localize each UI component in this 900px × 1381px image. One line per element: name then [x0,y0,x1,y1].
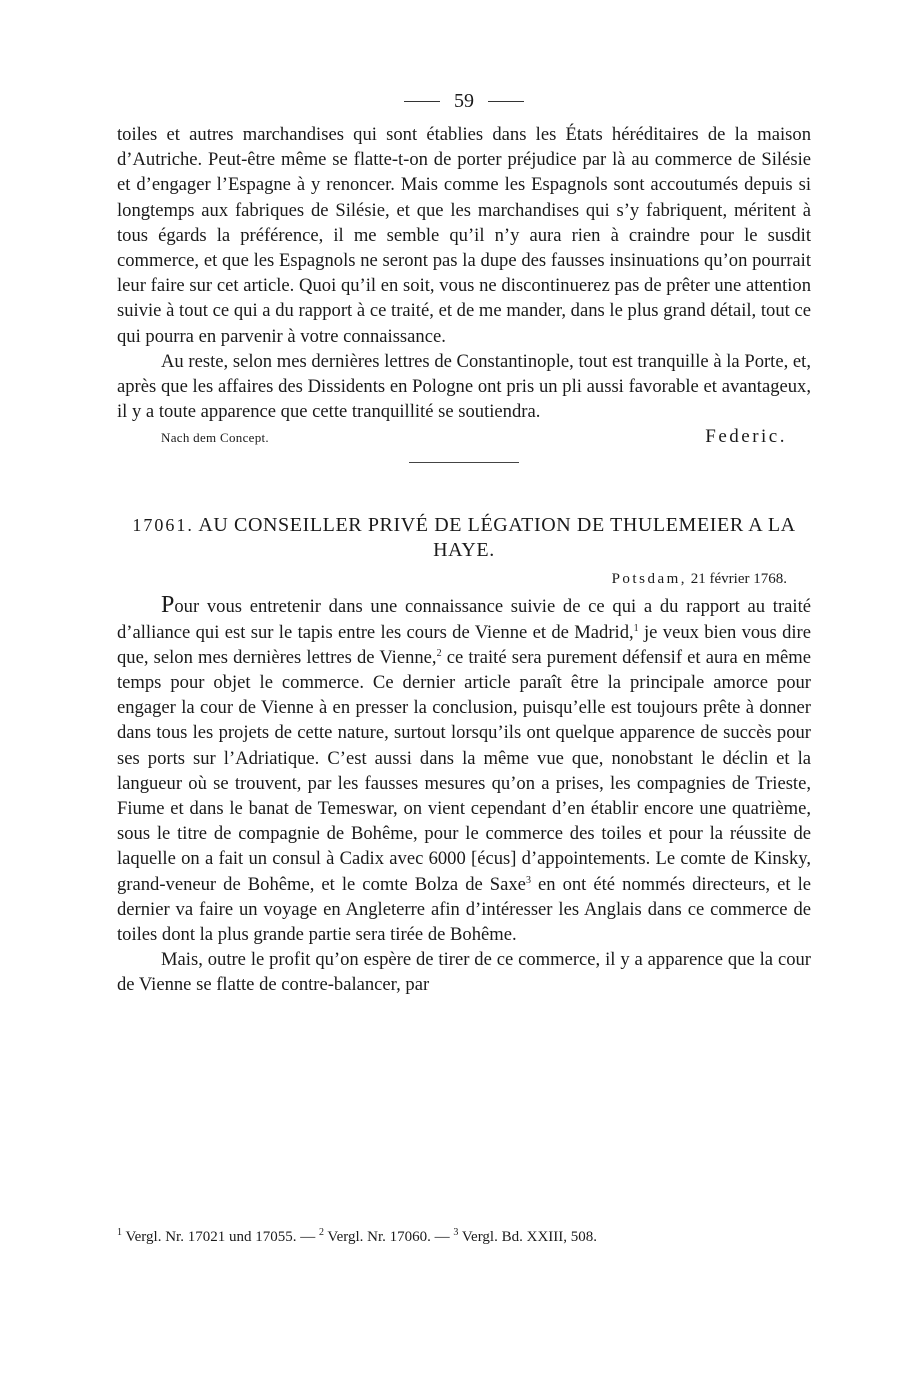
footnotes [117,1227,811,1248]
letter-place: Potsdam, [611,571,688,588]
footnote-marker-1: 1 [117,1227,122,1238]
footnote-text-2: Vergl. Nr. 17060. — [323,1229,454,1245]
page-number: 59 [454,89,474,112]
paragraph-constantinople: Au reste, selon mes dernières lettres de Constantinople, tout est tranquille à la Porte, et, après que les affaires des Dissidents en Pologne ont pris un pli aussi favorable et avantageux, il y a toute apparence que cette tranquillité se soutiendra. [117,350,811,423]
header-dash-right [488,101,524,102]
letter-dateline [117,567,787,591]
letter-number: 17061. [132,515,194,536]
letter-paragraph-1 [117,593,811,947]
paragraph-continued: toiles et autres marchandises qui sont établies dans les États héréditaires de la maison d’Autriche. Peut-être même se flatte-t-on de porter préjudice par là au commerce de Silésie et d’engager l’Espagne à y renoncer. Mais comme les Espagnols sont accoutumés depuis si longtemps aux fabriques de Silésie, et que les marchandises qui s’y fabriquent, méritent à tous égards la préférence, il me semble qu’il n’y aura rien à craindre pour le susdit commerce, et que les Espagnols ne seront pas la dupe des fausses insinuations qu’on pourrait leur faire sur cet article. Quoi qu’il en soit, vous ne discontinuerez pas de prêter une attention suivie à tout ce qui a du rapport à ce traité, et de me mander, dans le plus grand détail, tout ce qui pourra en parvenir à votre connaissance. [117,124,811,347]
footnote-marker-2: 2 [318,1227,324,1238]
signature-row [117,426,811,456]
footnote-ref-2: 2 [436,647,442,659]
footnote-ref-3: 3 [525,874,531,886]
drop-initial: P [161,592,175,619]
footnote-ref-1: 1 [633,622,639,634]
signature: Federic. [705,426,787,448]
page-header [117,86,811,116]
letter-heading [117,513,811,563]
footnote-text-1: Vergl. Nr. 17021 und 17055. — [122,1229,319,1245]
footnote-marker-3: 3 [453,1227,459,1238]
document-page [117,86,811,998]
letter-text-a: our vous entretenir dans une connaissance suivie de ce qui a du rapport au traité d’alliance qui est sur le tapis entre les cours de Vienne et de Madrid, [117,596,811,643]
letter-paragraph-2: Mais, outre le profit qu’on espère de tirer de ce commerce, il y a apparence que la cour de Vienne se flatte de contre-balancer, par [117,949,811,996]
letter-text-d: en ont été nommés directeurs, et le dernier va faire un voyage en Angleterre afin d’intéresser les Anglais dans ce commerce de toiles dont la plus grande partie sera tirée de Bohême. [117,873,811,946]
letter-text-c: ce traité sera purement défensif et aura en même temps pour objet le commerce. Ce dernier article paraît être la principale amorce pour engager la cour de Vienne à en presser la conclusion, puisqu’elle est toujours prête à donner dans tous les projets de cette nature, surtout lorsqu’ils ont quelque apparence de succès pour ses ports sur l’Adriatique. C’est aussi dans la même vue que, nonobstant le déclin et la langueur où se trouvent, par les fausses mesures qu’on a prises, les compagnies de Trieste, Fiume et dans le banat de Temeswar, on vient cependant d’en établir encore une quatrième, sous le titre de compagnie de Bohême, pour le commerce des toiles et pour la réussite de laquelle on a fait un consul à Cadix avec 6000 [écus] d’appointements. Le comte de Kinsky, grand-veneur de Bohême, et le comte Bolza de Saxe [117,646,812,895]
section-divider [409,462,519,463]
footnote-text-3: Vergl. Bd. XXIII, 508. [458,1229,598,1245]
header-dash-left [404,101,440,102]
source-note: Nach dem Concept. [161,430,269,446]
letter-date: 21 février 1768. [690,571,787,588]
letter-title: AU CONSEILLER PRIVÉ DE LÉGATION DE THULEMEIER A LA HAYE. [198,514,796,562]
letter-text-b: je veux bien vous dire que, selon mes dernières lettres de Vienne, [117,621,811,668]
